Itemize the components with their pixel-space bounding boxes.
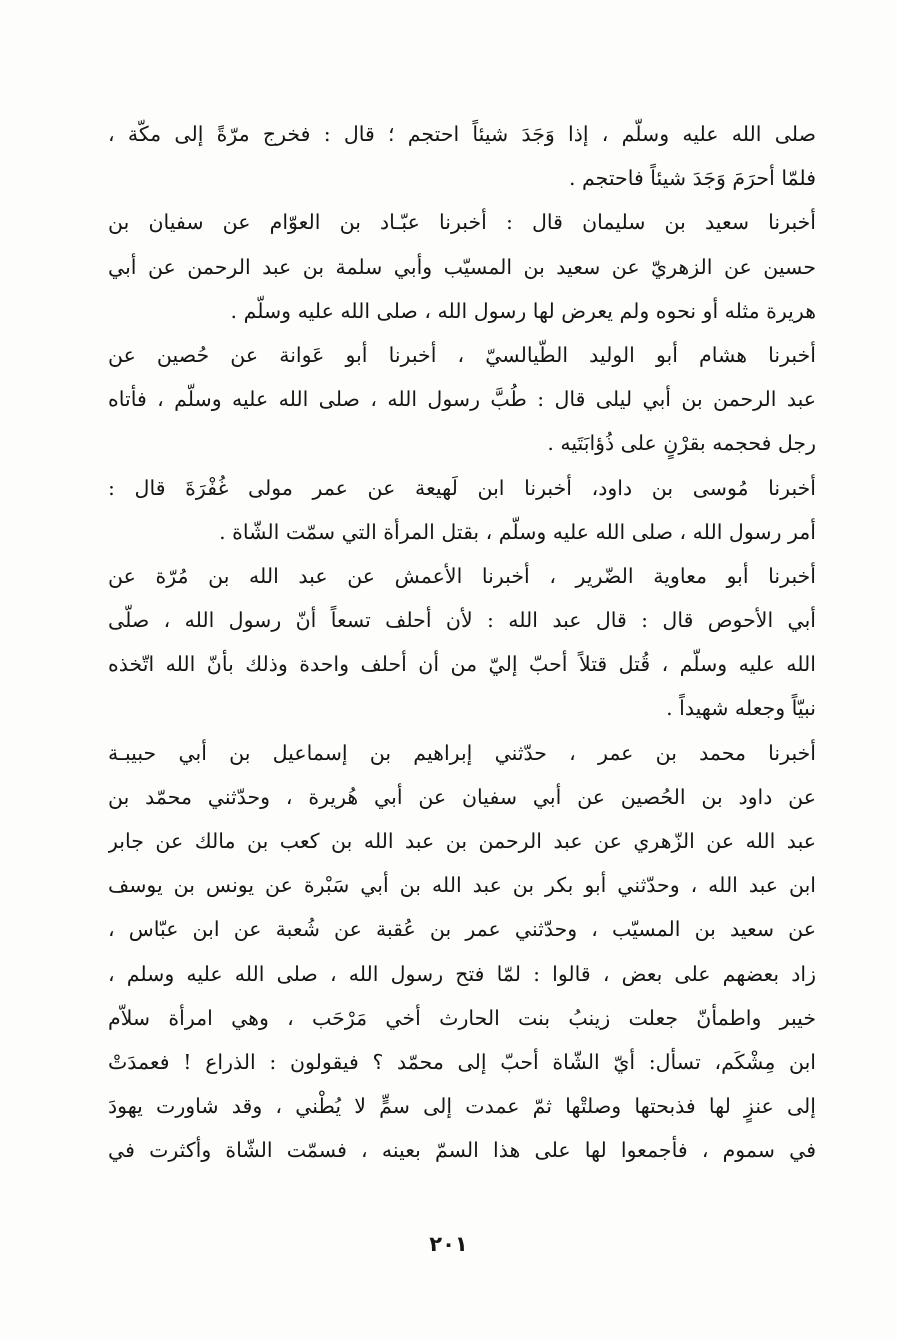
text-line: عبد الرحمن بن أبي ليلى قال : طُبَّ رسول الله ، صلى الله عليه وسلّم ، فأتاه (108, 387, 816, 412)
text-line: أخبرنا مُوسى بن داود، أخبرنا ابن لَهيعة عن عمر مولى غُفْرَةَ قال : (108, 475, 816, 500)
text-line: رجل فحجمه بقرْنٍ على ذُؤابَتَيه . (547, 431, 816, 456)
text-line: ابن مِشْكَم، تسأل: أيّ الشّاة أحبّ إلى محمّد ؟ فيقولون : الذراع ! فعمدَتْ (108, 1049, 816, 1074)
text-line: خيبر واطمأنّ جعلت زينبُ بنت الحارث أخي مَرْحَب ، وهي امرأة سلاّم (108, 1005, 816, 1030)
text-line: أخبرنا محمد بن عمر ، حدّثني إبراهيم بن إسماعيل بن أبي حبيبـة (108, 740, 816, 765)
text-line: أمر رسول الله ، صلى الله عليه وسلّم ، بقتل المرأة التي سمّت الشّاة . (219, 519, 816, 544)
text-line: الله عليه وسلّم ، قُتل قتلاً أحبّ إليّ من أن أحلف واحدة وذلك بأنّ الله اتّخذه (108, 652, 816, 677)
text-line: أخبرنا أبو معاوية الضّرير ، أخبرنا الأعمش عن عبد الله بن مُرّة عن (108, 563, 816, 588)
text-line: زاد بعضهم على بعض ، قالوا : لمّا فتح رسول الله ، صلى الله عليه وسلم ، (108, 961, 816, 986)
text-line: أخبرنا سعيد بن سليمان قال : أخبرنا عبّـاد بن العوّام عن سفيان بن (108, 210, 816, 235)
page-number: ٢٠١ (429, 1232, 468, 1256)
text-line: إلى عنزٍ لها فذبحتها وصلتْها ثمّ عمدت إلى سمٍّ لا يُطْني ، وقد شاورت يهودَ (108, 1094, 816, 1119)
text-line: فلمّا أحرَمَ وَجَدَ شيئاً فاحتجم . (568, 166, 816, 191)
text-line: عن داود بن الحُصين عن أبي سفيان عن أبي هُريرة ، وحدّثني محمّد بن (108, 784, 816, 809)
text-line: أخبرنا هشام أبو الوليد الطّيالسيّ ، أخبرنا أبو عَوانة عن حُصين عن (108, 342, 816, 367)
text-line: حسين عن الزهريّ عن سعيد بن المسيّب وأبي سلمة بن عبد الرحمن عن أبي (108, 254, 816, 279)
text-line: عبد الله عن الزّهري عن عبد الرحمن بن عبد الله بن كعب بن مالك عن جابر (108, 829, 816, 853)
text-line: نبيّاً وجعله شهيداً . (666, 696, 816, 721)
text-line: هريرة مثله أو نحوه ولم يعرض لها رسول الله ، صلى الله عليه وسلّم . (230, 298, 816, 323)
text-line: عن سعيد بن المسيّب ، وحدّثني عمر بن عُقبة عن شُعبة عن ابن عبّاس ، (108, 917, 816, 942)
text-line: ابن عبد الله ، وحدّثني أبو بكر بن عبد الله بن أبي سَبْرة عن يونس بن يوسف (108, 873, 816, 898)
text-line: في سموم ، فأجمعوا لها على هذا السمّ بعينه ، فسمّت الشّاة وأكثرت في (108, 1138, 816, 1163)
page-text (108, 112, 816, 1173)
text-line: صلى الله عليه وسلّم ، إذا وَجَدَ شيئاً احتجم ؛ قال : فخرج مرّةً إلى مكّة ، (108, 122, 816, 146)
text-line: أبي الأحوص قال : قال عبد الله : لأن أحلف تسعاً أنّ رسول الله ، صلّى (108, 608, 816, 633)
